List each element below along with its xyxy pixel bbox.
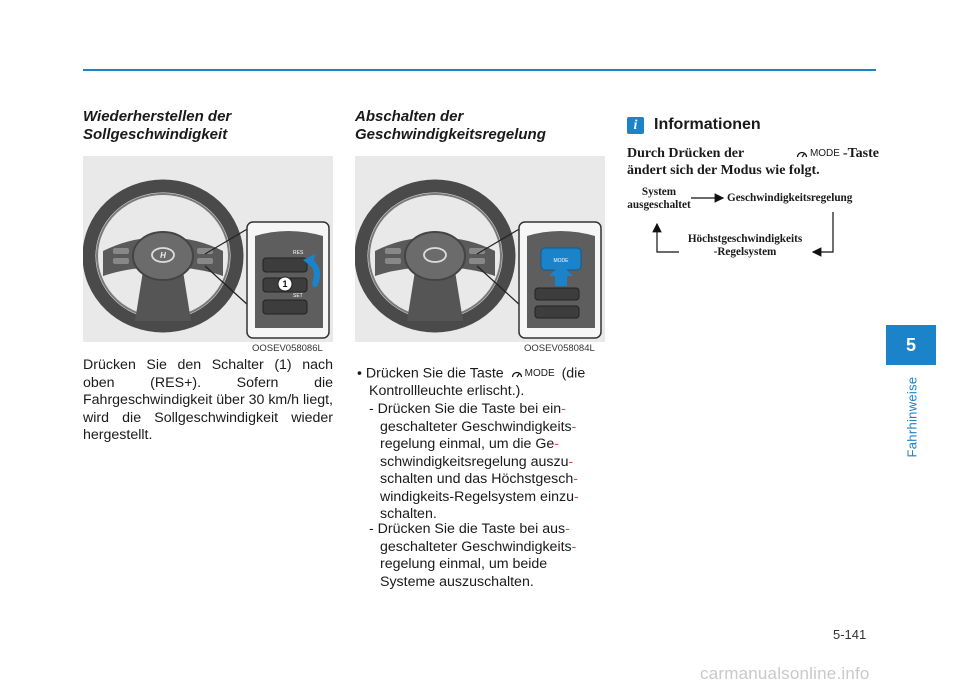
chapter-label (902, 372, 922, 462)
svg-text:MODE: MODE (553, 258, 569, 264)
svg-text:RES: RES (293, 250, 304, 256)
info-title: Informationen (654, 116, 761, 133)
sub-line (369, 454, 605, 472)
sub-item-1 (369, 401, 605, 524)
flow-text: -Regelsystem (713, 246, 777, 258)
sub-item-2 (369, 521, 605, 591)
flow-text: ausgeschaltet (627, 199, 691, 211)
info-line: ändert sich der Modus wie folgt. (627, 163, 820, 178)
chapter-label-text: Fahrhinweise (904, 376, 920, 458)
svg-text:H: H (160, 251, 166, 260)
sub-line (369, 539, 605, 557)
info-header (627, 116, 761, 134)
mode-button-icon (511, 365, 555, 383)
sub-text: schalten und das Höchstgesch (380, 471, 574, 487)
sub-text: windigkeits-Regelsystem einzu (380, 488, 574, 505)
section-heading (355, 108, 605, 152)
svg-text:SET: SET (293, 293, 303, 299)
bullet-text: (die (561, 365, 586, 382)
info-text: -Taste (842, 146, 879, 161)
sub-line (369, 521, 605, 539)
mode-flow-diagram (627, 186, 879, 266)
mode-label: MODE (524, 368, 555, 379)
section-resume-speed (83, 108, 333, 152)
info-line-end (793, 145, 879, 162)
hyphen-mark: - (571, 418, 577, 435)
hyphen-mark: - (565, 521, 570, 537)
sub-line (369, 471, 605, 489)
bullet-line: Kontrollleuchte erlischt.). (369, 383, 525, 399)
section-disable-cruise (355, 108, 605, 152)
sub-text: - Drücken Sie die Taste bei ein (369, 401, 562, 417)
mode-label: MODE (809, 148, 840, 159)
info-line (627, 145, 879, 162)
figure-caption: OOSEV058084L (524, 343, 595, 354)
hyphen-mark: - (573, 488, 579, 505)
steering-wheel-illustration (83, 156, 333, 342)
bullet-line (357, 365, 607, 383)
sub-text: geschalteter Geschwindigkeits (380, 538, 572, 555)
bullet-text: • Drücken Sie die Taste (357, 365, 504, 382)
chapter-tab: 5 (886, 325, 936, 365)
cruise-gauge-icon (511, 369, 523, 379)
flow-node-speed-control: Geschwindigkeitsregelung (727, 192, 853, 204)
svg-text:1: 1 (282, 279, 288, 289)
hyphen-mark: - (554, 436, 560, 452)
hyphen-mark: - (561, 401, 566, 417)
section-heading (83, 108, 333, 152)
sub-text: - Drücken Sie die Taste bei aus (369, 521, 566, 537)
sub-line (369, 401, 605, 419)
flow-node-system-off (627, 186, 691, 212)
info-paragraph (627, 145, 879, 179)
info-text: Durch Drücken der (627, 146, 745, 161)
sub-line: schalten. (380, 506, 437, 522)
cruise-gauge-icon (796, 149, 808, 159)
info-icon: i (627, 117, 644, 134)
watermark: carmanualsonline.info (700, 664, 870, 683)
bullet-item (357, 365, 607, 401)
sub-text: geschalteter Geschwindigkeits (380, 418, 572, 435)
sub-line (369, 436, 605, 454)
sub-line: regelung einmal, um beide (380, 556, 548, 572)
steering-wheel-figure-mode (355, 156, 605, 342)
hyphen-mark: - (571, 538, 577, 555)
top-rule (83, 69, 876, 71)
figure-caption: OOSEV058086L (252, 343, 323, 354)
hyphen-mark: - (573, 471, 578, 487)
flow-node-limiter (667, 233, 823, 259)
hyphen-mark: - (568, 453, 574, 470)
sub-line (369, 419, 605, 437)
paragraph-resume: Drücken Sie den Schalter (1) nach oben (RES+). Sofern die Fahrgeschwindigkeit über 30 km/h liegt, wird die Sollgeschwindigkeit wieder hergestellt. (83, 357, 333, 443)
flow-text: Höchstgeschwindigkeits (687, 233, 803, 245)
sub-text: schwindigkeitsregelung auszu (380, 453, 569, 470)
sub-line (369, 489, 605, 507)
heading-line: Abschalten der (355, 108, 464, 125)
heading-line: Wiederherstellen der (83, 108, 232, 125)
heading-line: Geschwindigkeitsregelung (355, 126, 546, 143)
steering-wheel-illustration (355, 156, 605, 342)
heading-line: Sollgeschwindigkeit (83, 126, 228, 143)
mode-button-icon (796, 145, 840, 162)
sub-text: regelung einmal, um die Ge (380, 436, 555, 452)
steering-wheel-figure-resume (83, 156, 333, 342)
page-number: 5-141 (833, 627, 867, 642)
sub-line: Systeme auszuschalten. (380, 573, 534, 590)
flow-text: System (641, 186, 677, 198)
